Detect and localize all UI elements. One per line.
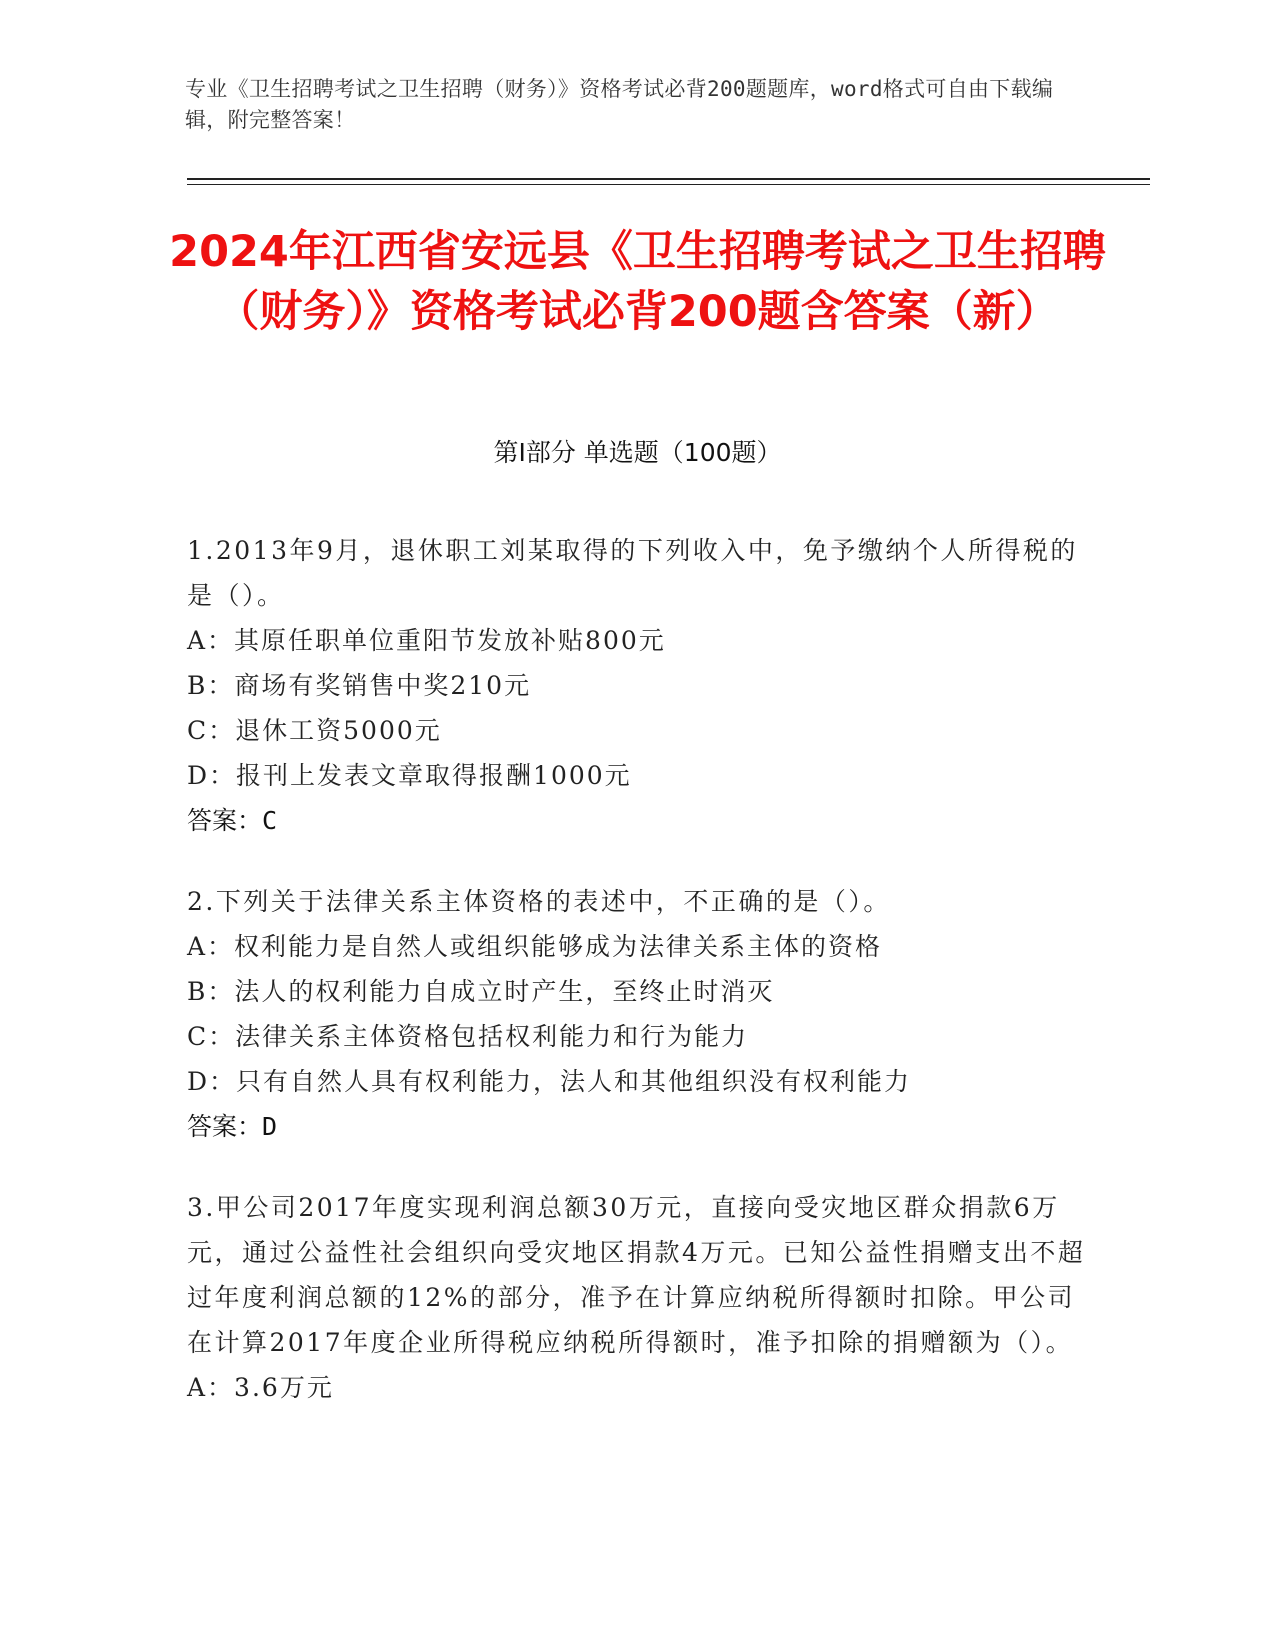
option-c: C：退休工资5000元 [187, 716, 442, 745]
question-list [187, 528, 1087, 1446]
answer-label: 答案： [187, 806, 263, 835]
option-a: A：权利能力是自然人或组织能够成为法律关系主体的资格 [187, 932, 883, 961]
option-d: D：只有自然人具有权利能力，法人和其他组织没有权利能力 [187, 1067, 912, 1096]
document-title: 2024年江西省安远县《卫生招聘考试之卫生招聘（财务）》资格考试必背200题含答案（新） [169, 227, 1106, 337]
option-b: B：法人的权利能力自成立时产生，至终止时消灭 [187, 977, 775, 1006]
question-text: 1.2013年9月，退休职工刘某取得的下列收入中，免予缴纳个人所得税的是（）。 [187, 536, 1078, 610]
header-divider-thin [187, 184, 1150, 185]
answer-line [187, 1104, 1087, 1149]
answer-value: D [262, 1112, 278, 1141]
option-c: C：法律关系主体资格包括权利能力和行为能力 [187, 1022, 749, 1051]
section-heading: 第I部分 单选题（100题） [493, 438, 782, 467]
question-3 [187, 1185, 1087, 1410]
header-divider [187, 178, 1150, 180]
answer-label: 答案： [187, 1112, 263, 1141]
question-text: 3.甲公司2017年度实现利润总额30万元，直接向受灾地区群众捐款6万元，通过公益性社会组织向受灾地区捐款4万元。已知公益性捐赠支出不超过年度利润总额的12%的部分，准予在计算应纳税所得额时扣除。甲公司在计算2017年度企业所得税应纳税所得额时，准予扣除的捐赠额为（）。 [187, 1193, 1086, 1357]
answer-value: C [262, 806, 278, 835]
question-2 [187, 879, 1087, 1149]
option-b: B：商场有奖销售中奖210元 [187, 671, 532, 700]
question-1 [187, 528, 1087, 843]
option-d: D：报刊上发表文章取得报酬1000元 [187, 761, 632, 790]
answer-line [187, 798, 1087, 843]
option-a: A：其原任职单位重阳节发放补贴800元 [187, 626, 666, 655]
option-a: A：3.6万元 [187, 1373, 334, 1402]
header-note: 专业《卫生招聘考试之卫生招聘（财务）》资格考试必背200题题库，word格式可自由下载编辑，附完整答案！ [185, 77, 1054, 132]
question-text: 2.下列关于法律关系主体资格的表述中，不正确的是（）。 [187, 887, 891, 916]
